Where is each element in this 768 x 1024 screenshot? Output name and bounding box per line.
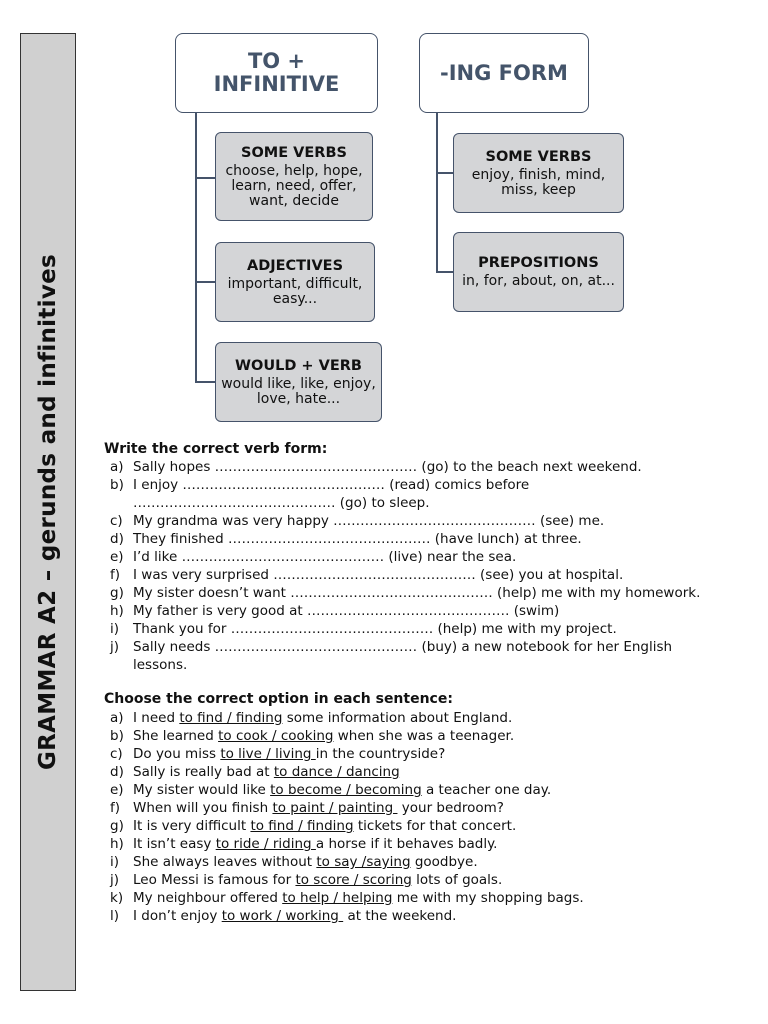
exercise2-item — [110, 781, 730, 799]
item-text: I’d like ……………………………………… (live) near the sea. — [133, 549, 517, 565]
item-letter: j) — [110, 639, 120, 655]
option-choice: to find / finding — [250, 818, 354, 834]
option-choice: to become / becoming — [270, 782, 422, 798]
sentence-start: Leo Messi is famous for — [133, 872, 296, 888]
item-text — [133, 727, 730, 745]
exercise2-instruction: Choose the correct option in each sentence: — [104, 691, 453, 707]
item-letter: e) — [110, 782, 124, 798]
box-text: in, for, about, on, at... — [462, 273, 615, 289]
item-text: My father is very good at ……………………………………… (swim) — [133, 603, 560, 619]
left-branch-3 — [195, 381, 216, 383]
right-tree-trunk — [436, 112, 438, 272]
item-letter: h) — [110, 603, 124, 619]
sentence-end: a horse if it behaves badly. — [315, 836, 498, 852]
item-text — [133, 907, 730, 925]
item-letter: a) — [110, 710, 124, 726]
item-text: My sister doesn’t want ……………………………………… (help) me with my homework. — [133, 585, 701, 601]
item-text: I was very surprised ……………………………………… (see) you at hospital. — [133, 567, 624, 583]
left-tree-trunk — [195, 112, 197, 382]
option-choice: to cook / cooking — [218, 728, 334, 744]
right-branch-1 — [436, 172, 454, 174]
exercise1-item — [110, 548, 730, 566]
option-choice: to work / working — [221, 908, 344, 924]
exercise2-item — [110, 817, 730, 835]
option-choice: to dance / dancing — [273, 764, 400, 780]
sentence-start: She learned — [133, 728, 219, 744]
item-letter: f) — [110, 800, 121, 816]
item-letter: a) — [110, 459, 124, 475]
box-title: ADJECTIVES — [246, 257, 344, 274]
exercise2-item — [110, 799, 730, 817]
sentence-end: a teacher one day. — [421, 782, 552, 798]
sentence-end: when she was a teenager. — [333, 728, 515, 744]
sentence-end: in the countryside? — [315, 746, 446, 762]
sentence-start: I don’t enjoy — [133, 908, 222, 924]
option-choice: to help / helping — [282, 890, 393, 906]
exercise1-item — [110, 620, 730, 638]
sentence-start: She always leaves without — [133, 854, 317, 870]
exercise2-item — [110, 907, 730, 925]
sentence-end: lots of goals. — [411, 872, 503, 888]
item-letter: i) — [110, 854, 120, 870]
exercise1-item — [110, 458, 730, 476]
item-text — [133, 763, 730, 781]
exercise1-instruction: Write the correct verb form: — [104, 441, 328, 457]
sidebar-title: GRAMMAR A2 – gerunds and infinitives — [35, 253, 61, 771]
item-letter: c) — [110, 513, 123, 529]
item-letter: d) — [110, 531, 124, 547]
item-letter: k) — [110, 890, 124, 906]
item-text — [133, 781, 730, 799]
sentence-start: When will you finish — [133, 800, 273, 816]
exercise1-item — [110, 638, 730, 674]
exercise1-item — [110, 584, 730, 602]
box-title: WOULD + VERB — [235, 357, 362, 374]
sentence-end: some information about England. — [282, 710, 513, 726]
item-text — [133, 889, 730, 907]
exercise2-item — [110, 727, 730, 745]
option-choice: to live / living — [220, 746, 316, 762]
exercise1-list — [110, 458, 730, 674]
item-letter: h) — [110, 836, 124, 852]
item-letter: d) — [110, 764, 124, 780]
exercise1-item — [110, 512, 730, 530]
item-text — [133, 745, 730, 763]
exercise2-item — [110, 871, 730, 889]
sentence-start: My neighbour offered — [133, 890, 283, 906]
box-text: enjoy, finish, mind, miss, keep — [471, 166, 606, 198]
sentence-end: tickets for that concert. — [353, 818, 517, 834]
exercise2-item — [110, 745, 730, 763]
option-choice: to ride / riding — [215, 836, 316, 852]
item-text: I enjoy ……………………………………… (read) comics before ……………………………………… (go) to sleep. — [133, 477, 530, 511]
exercise1-item — [110, 530, 730, 548]
exercise2-item — [110, 853, 730, 871]
sentence-end: goodbye. — [410, 854, 478, 870]
sentence-start: Do you miss — [133, 746, 221, 762]
option-choice: to find / finding — [179, 710, 283, 726]
box-title: SOME VERBS — [241, 144, 347, 161]
box-text: choose, help, hope, learn, need, offer, want, decide — [225, 162, 363, 209]
item-text — [133, 853, 730, 871]
to-infinitive-header — [175, 33, 378, 113]
prepositions-box — [453, 232, 624, 312]
item-text: My grandma was very happy ……………………………………… (see) me. — [133, 513, 605, 529]
box-text: important, difficult, easy... — [227, 275, 363, 307]
exercise1-item — [110, 602, 730, 620]
header-line-1: TO + — [247, 49, 306, 73]
item-letter: e) — [110, 549, 124, 565]
item-letter: b) — [110, 728, 124, 744]
header-line-2: INFINITIVE — [213, 72, 340, 96]
header-line-1: -ING FORM — [440, 60, 568, 85]
left-branch-2 — [195, 281, 216, 283]
ing-form-header — [419, 33, 589, 113]
exercise2-item — [110, 763, 730, 781]
item-letter: i) — [110, 621, 120, 637]
sentence-end: me with my shopping bags. — [392, 890, 584, 906]
item-letter: b) — [110, 477, 124, 493]
item-text — [133, 709, 730, 727]
item-text: They finished ……………………………………… (have lunch) at three. — [133, 531, 582, 547]
option-choice: to say /saying — [316, 854, 411, 870]
item-text — [133, 799, 730, 817]
exercise1-item — [110, 476, 730, 512]
item-text — [133, 835, 730, 853]
item-letter: c) — [110, 746, 123, 762]
item-letter: j) — [110, 872, 120, 888]
item-text: Thank you for ……………………………………… (help) me with my project. — [133, 621, 617, 637]
item-text — [133, 817, 730, 835]
sentence-start: I need — [133, 710, 180, 726]
item-text: Sally hopes ……………………………………… (go) to the beach next weekend. — [133, 459, 642, 475]
exercise2-item — [110, 835, 730, 853]
exercise2-item — [110, 889, 730, 907]
item-letter: l) — [110, 908, 120, 924]
item-letter: g) — [110, 585, 124, 601]
adjectives-box — [215, 242, 375, 322]
exercise2-list — [110, 709, 730, 925]
item-letter: g) — [110, 818, 124, 834]
box-title: SOME VERBS — [485, 148, 592, 165]
item-text: Sally needs ……………………………………… (buy) a new notebook for her English lessons. — [133, 639, 673, 673]
would-verb-box — [215, 342, 382, 422]
sentence-end: your bedroom? — [397, 800, 504, 816]
some-verbs-ing-box — [453, 133, 624, 213]
box-title: PREPOSITIONS — [478, 255, 599, 271]
sentence-start: Sally is really bad at — [133, 764, 274, 780]
exercise2-item — [110, 709, 730, 727]
sentence-start: It is very difficult — [133, 818, 251, 834]
exercise1-item — [110, 566, 730, 584]
sentence-end: at the weekend. — [343, 908, 457, 924]
some-verbs-infinitive-box — [215, 132, 373, 221]
item-text — [133, 871, 730, 889]
box-text: would like, like, enjoy, love, hate... — [221, 375, 376, 407]
sentence-start: My sister would like — [133, 782, 271, 798]
item-letter: f) — [110, 567, 121, 583]
right-branch-2 — [436, 271, 454, 273]
option-choice: to paint / painting — [272, 800, 398, 816]
left-branch-1 — [195, 177, 216, 179]
sentence-start: It isn’t easy — [133, 836, 216, 852]
option-choice: to score / scoring — [295, 872, 412, 888]
